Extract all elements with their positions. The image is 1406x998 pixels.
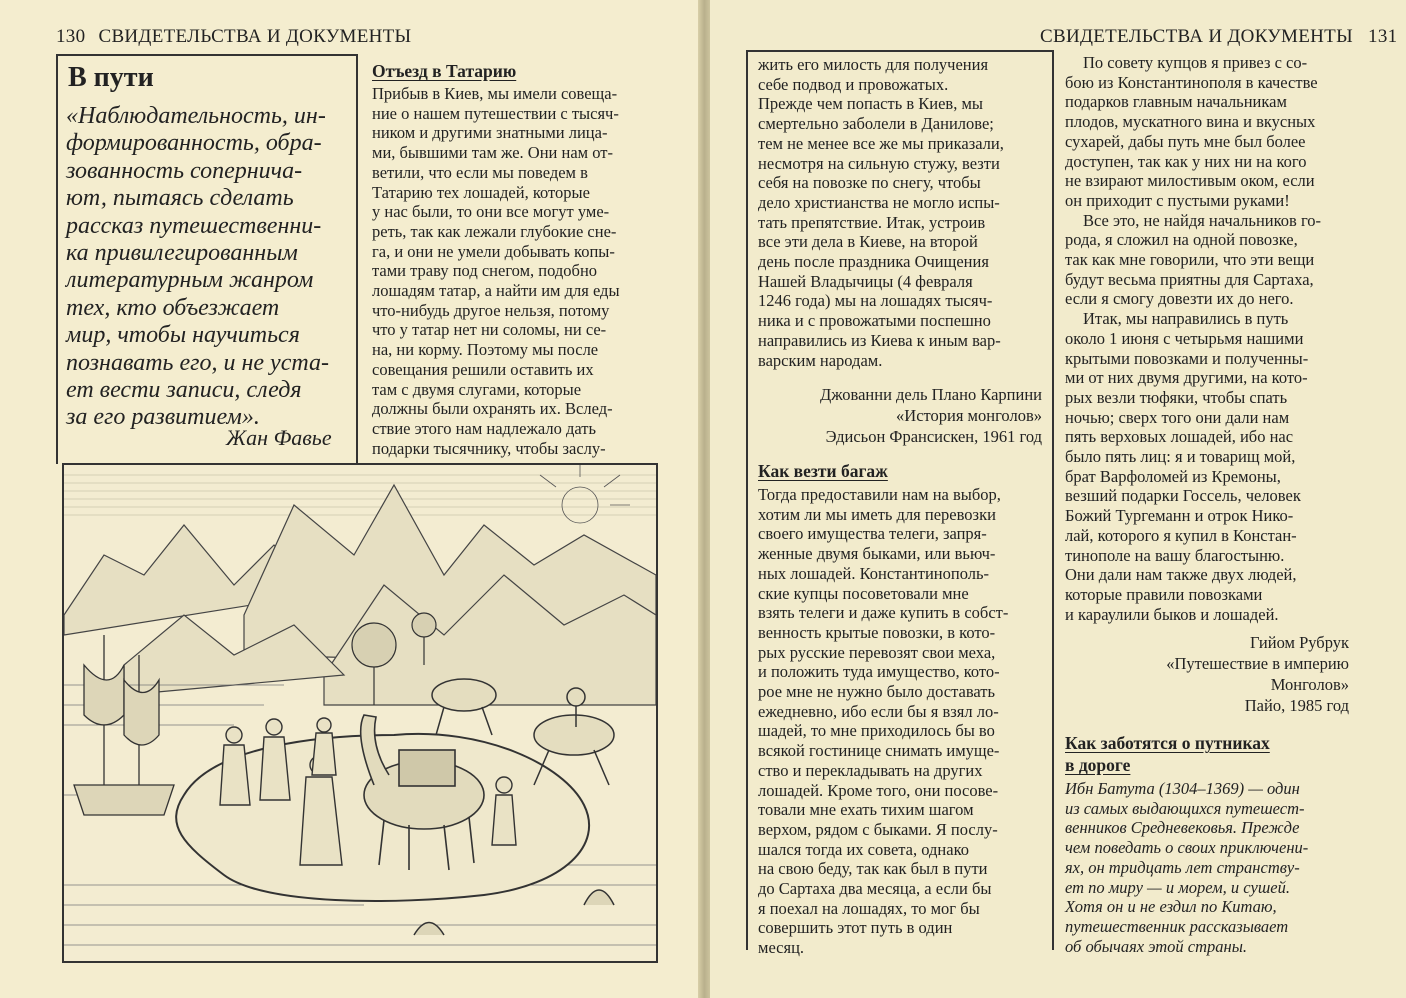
text-line: пять верховых лошадей, ибо нас [1065, 427, 1294, 447]
text-line: которые правили повозками [1065, 584, 1263, 604]
text-line: рода, я сложил на одной повозке, [1065, 230, 1298, 250]
section-title-departure: Отъезд в Татарию [372, 61, 517, 81]
box-quote [66, 103, 352, 432]
col2-body [1065, 53, 1365, 624]
text-line: шадей, то мне приходилось бы во [758, 721, 995, 741]
source-line: Монголов» [1270, 675, 1349, 694]
text-line: и положить туда имущество, кото- [758, 662, 1000, 682]
text-line: шался тогда их совета, однако [758, 839, 970, 859]
text-line: Нашей Владычицы (4 февраля [758, 271, 973, 291]
text-line: и караулили быков и лошадей. [1065, 604, 1279, 624]
text-line: брат Варфоломей из Кремоны, [1065, 466, 1281, 486]
text-line: ночью; сверх того они дали нам [1065, 407, 1290, 427]
text-line: венность крытые повозки, в кото- [758, 622, 996, 642]
text-line: ские купцы посоветовали мне [758, 583, 969, 603]
text-line: ствие этого нам надлежало дать [372, 418, 596, 438]
text-line: до Сартаха два месяца, а если бы [758, 879, 992, 899]
text-line: варским народам. [758, 350, 883, 370]
quote-line: мир, чтобы научиться [66, 322, 300, 349]
page-number-left: 130 [56, 26, 86, 47]
section-title-line: Как заботятся о путниках [1065, 733, 1270, 753]
section-intro-ibn-battuta [1065, 779, 1365, 956]
text-line: Они дали нам также двух людей, [1065, 565, 1297, 585]
text-line: взять телеги и даже купить в собст- [758, 603, 1009, 623]
text-line: Татарию тех лошадей, которые [372, 182, 590, 202]
text-line: Прибыв в Киев, мы имели совеща- [372, 84, 618, 103]
text-line: плодов, мускатного вина и вкусных [1065, 112, 1316, 132]
text-line: на, ни корму. Поэтому мы после [372, 340, 599, 360]
text-line: месяц. [758, 938, 805, 958]
text-line: что у татар нет ни соломы, ни се- [372, 320, 607, 340]
text-line: лошадей. Кроме того, они посове- [758, 780, 999, 800]
text-line: га, и они не умели добывать копы- [372, 241, 615, 261]
text-line: тать препятствие. Итак, устроив [758, 212, 986, 232]
text-line: совершить этот путь в один [758, 918, 953, 938]
text-line: всякой гостинице снимать имуще- [758, 741, 1000, 761]
text-line: венников Средневековья. Прежде [1065, 818, 1300, 838]
quote-line: «Наблюдательность, ин- [66, 103, 326, 129]
section-body-baggage [758, 485, 1048, 958]
text-line: тем не менее все же мы приказали, [758, 133, 1004, 153]
source-line: Гийом Рубрук [1250, 633, 1349, 652]
text-line: рое мне не нужно было доставать [758, 682, 996, 702]
text-line: рых русские перевозят свои меха, [758, 642, 996, 662]
text-line: реть, так как лежали глубокие сне- [372, 221, 617, 241]
text-line: Хотя он и не ездил по Китаю, [1065, 897, 1277, 917]
box-title: В пути [68, 62, 154, 93]
text-line: ежедневно, ибо если бы я взял ло- [758, 701, 999, 721]
text-line: Все это, не найдя начальников го- [1083, 210, 1322, 230]
text-line: ми, бывшими там же. Они нам от- [372, 143, 613, 163]
text-line: ет по миру — и морем, и сушей. [1065, 877, 1290, 897]
left-running-head [56, 26, 411, 48]
running-head-left: СВИДЕТЕЛЬСТВА И ДОКУМЕНТЫ [98, 26, 412, 47]
section-body-departure [372, 84, 662, 458]
text-line: ветили, что если мы поведем в [372, 162, 588, 182]
text-line: направились из Киева к иным вар- [758, 330, 1001, 350]
sun-drawing [540, 465, 630, 523]
text-line: ных лошадей. Константинополь- [758, 563, 989, 583]
box-left-rule [56, 54, 58, 464]
text-line: верхом, рядом с быками. Я послу- [758, 819, 998, 839]
source-line: «История монголов» [896, 406, 1042, 425]
text-line: смертельно заболели в Данилове; [758, 114, 994, 134]
right-running-head [1040, 26, 1397, 48]
quote-line: ет вести записи, следя [66, 377, 302, 404]
text-line: тами траву под снегом, подобно [372, 261, 598, 281]
source-line: «Путешествие в империю [1166, 654, 1349, 673]
engraving-illustration [62, 463, 658, 963]
section-title-line: в дороге [1065, 755, 1131, 775]
quote-line: за его развитием». [66, 404, 260, 431]
text-line: несмотря на сильную стужу, везти [758, 153, 1000, 173]
quote-line: тех, кто объезжает [66, 294, 280, 321]
text-line: бою из Константинополя в качестве [1065, 72, 1318, 92]
text-line: на свою беду, так как был в пути [758, 859, 988, 879]
right-page [710, 0, 1406, 998]
text-line: себя на повозке по снегу, чтобы [758, 173, 981, 193]
text-line: ника и с провожатыми поспешно [758, 311, 991, 331]
column-rule-left [356, 54, 358, 464]
text-line: доступен, так как у них ни на кого [1065, 151, 1307, 171]
text-line: жить его милость для получения [758, 55, 989, 74]
text-line: так как мне говорили, что эти вещи [1065, 250, 1315, 270]
text-line: было пять лиц: я и товарищ мой, [1065, 447, 1296, 467]
text-line: путешественник рассказывает [1065, 916, 1289, 936]
text-line: должны были охранять их. Вслед- [372, 399, 613, 419]
text-line: не взирают милостивым оком, если [1065, 171, 1315, 191]
text-line: если я смогу довезти их до него. [1065, 289, 1294, 309]
text-line: ми от них двумя другими, на кото- [1065, 368, 1308, 388]
quote-line: литературным жанром [66, 267, 314, 294]
running-head-right: СВИДЕТЕЛЬСТВА И ДОКУМЕНТЫ [1040, 26, 1353, 47]
text-line: будут весьма приятны для Сартаха, [1065, 269, 1314, 289]
quote-line: ка привилегированным [66, 240, 298, 267]
source-rubruk [1065, 632, 1349, 716]
section-title-baggage: Как везти багаж [758, 461, 888, 481]
quote-line: ют, пытаясь сделать [66, 185, 294, 212]
text-line: везший подарки Госсель, человек [1065, 486, 1301, 506]
text-line: товали мне ехать тихим шагом [758, 800, 974, 820]
text-line: лошадям татар, а найти им для еды [372, 281, 620, 301]
text-line: тинополе на вашу благостыню. [1065, 545, 1285, 565]
text-line: у нас были, то они все могут уме- [372, 202, 610, 222]
text-line: совещания решили оставить их [372, 359, 594, 379]
col1-left-rule [746, 50, 748, 950]
text-line: Божий Тургеманн и отрок Нико- [1065, 506, 1294, 526]
quote-author: Жан Фавье [226, 425, 332, 450]
source-line: Джованни дель Плано Карпини [820, 385, 1042, 404]
column-rule-right [1052, 50, 1054, 950]
text-line: подарки тысячнику, чтобы заслу- [372, 438, 606, 458]
source-line: Пайо, 1985 год [1244, 696, 1349, 715]
text-line: своего имущества телеги, запря- [758, 524, 987, 544]
text-line: об обычаях этой страны. [1065, 936, 1248, 956]
text-line: Итак, мы направились в путь [1083, 309, 1289, 329]
quote-line: зованность сопернича- [66, 157, 303, 184]
text-line: я поехал на лошадях, то мог бы [758, 898, 980, 918]
quote-line: познавать его, и не уста- [66, 349, 329, 376]
col1-top-rule [746, 50, 1052, 52]
text-line: Ибн Батута (1304–1369) — один [1065, 779, 1300, 798]
quote-line: рассказ путешественни- [66, 212, 322, 239]
left-page [0, 0, 700, 998]
text-line: Прежде чем попасть в Киев, мы [758, 94, 983, 114]
section-title-care [1065, 732, 1270, 776]
text-line: сухарей, дабы путь мне был более [1065, 131, 1306, 151]
text-line: он приходит с пустыми руками! [1065, 190, 1290, 210]
engraving-artwork [64, 465, 656, 961]
quote-line: формированность, обра- [66, 130, 322, 157]
text-line: крытыми повозками и полученны- [1065, 348, 1309, 368]
text-line: что-нибудь другое нельзя, потому [372, 300, 610, 320]
text-line: По совету купцов я привез с со- [1083, 53, 1308, 72]
source-line: Эдисьон Франсискен, 1961 год [825, 427, 1042, 446]
text-line: дело христианства не могло испы- [758, 192, 1000, 212]
text-line: около 1 июня с четырьмя нашими [1065, 328, 1304, 348]
col1-continuation [758, 55, 1048, 370]
text-line: себе подвод и провожатых. [758, 74, 949, 94]
text-line: 1246 года) мы на лошадях тысяч- [758, 291, 993, 311]
text-line: ние о нашем путешествии с тысяч- [372, 103, 619, 123]
text-line: там с двумя слугами, которые [372, 379, 582, 399]
text-line: ях, он тридцать лет странству- [1065, 857, 1300, 877]
text-line: день после праздника Очищения [758, 252, 989, 272]
text-line: из самых выдающихся путешест- [1065, 798, 1305, 818]
text-line: Тогда предоставили нам на выбор, [758, 485, 1001, 504]
source-carpini [758, 384, 1042, 447]
text-line: подарков главным начальникам [1065, 92, 1287, 112]
text-line: все эти дела в Киеве, на второй [758, 232, 978, 252]
text-line: лай, которого я купил в Констан- [1065, 525, 1297, 545]
text-line: рых везли тюфяки, чтобы спать [1065, 387, 1288, 407]
text-line: ство и перекладывать на других [758, 760, 983, 780]
text-line: женные двумя быками, или вьюч- [758, 544, 996, 564]
box-top-rule [56, 54, 356, 56]
text-line: ником и другими знатными лица- [372, 123, 608, 143]
text-line: хотим ли мы иметь для перевозки [758, 504, 996, 524]
text-line: чем поведать о своих приключени- [1065, 838, 1309, 858]
page-number-right: 131 [1368, 26, 1398, 47]
